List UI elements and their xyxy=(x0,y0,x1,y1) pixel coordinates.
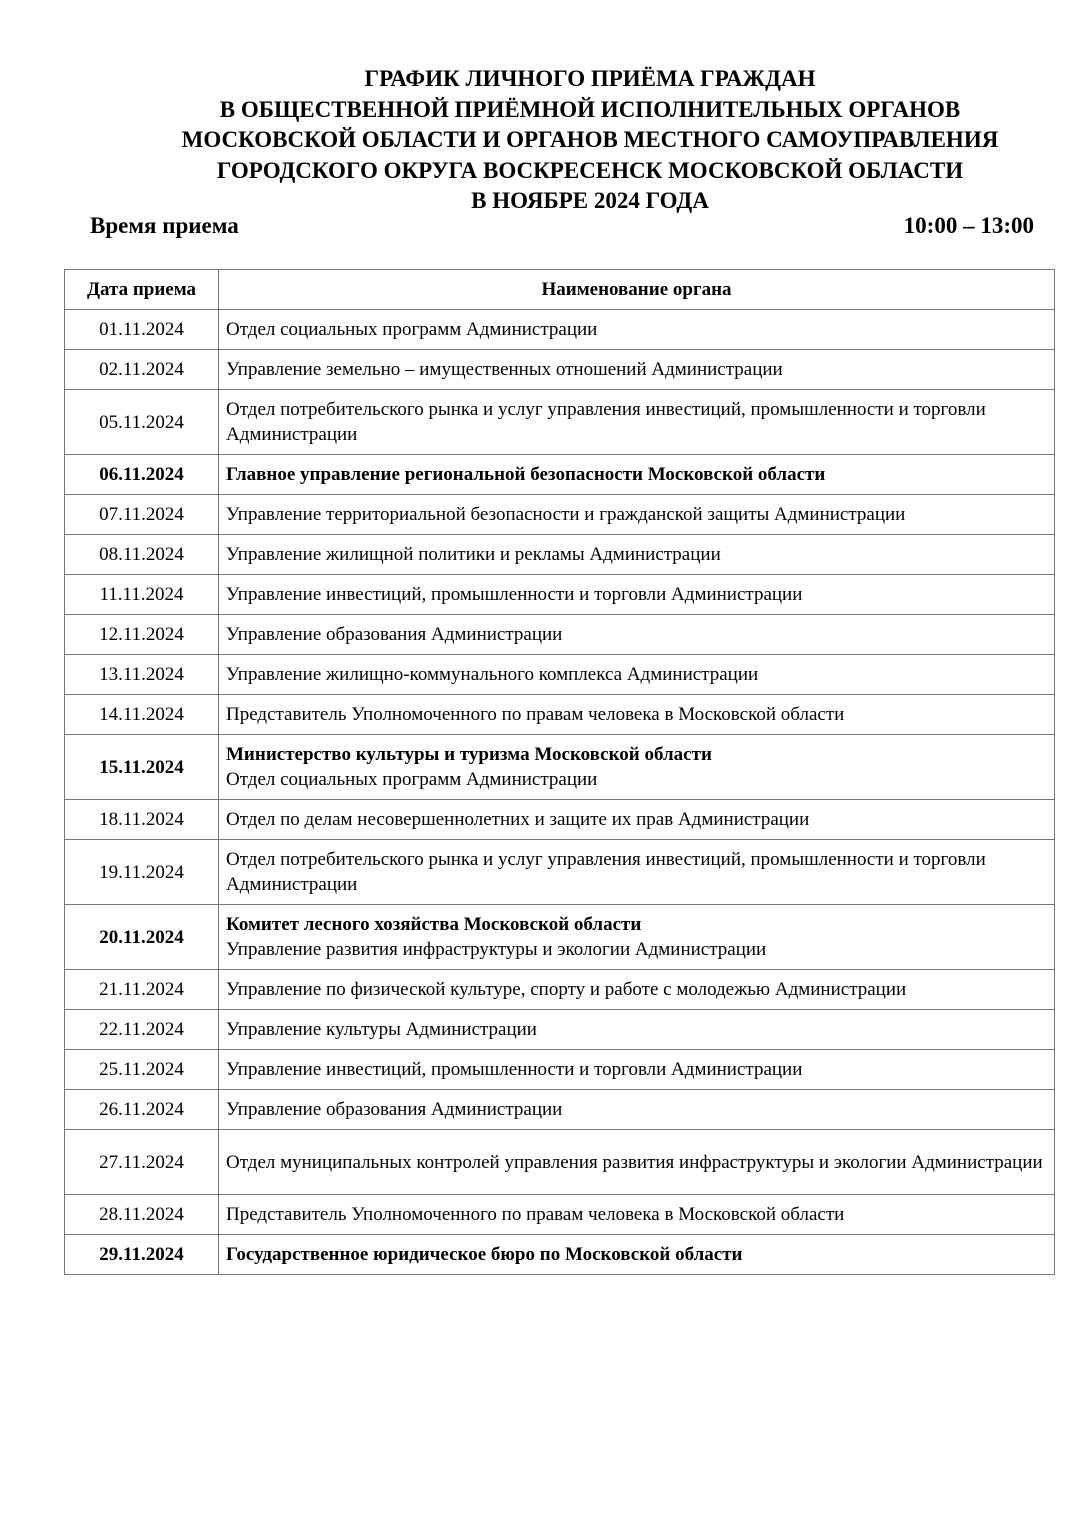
row-date: 28.11.2024 xyxy=(65,1195,219,1235)
row-date: 19.11.2024 xyxy=(65,840,219,905)
table-row xyxy=(65,735,1055,800)
table-header-row xyxy=(65,270,1055,310)
row-date: 06.11.2024 xyxy=(65,455,219,495)
document-title xyxy=(0,64,1080,217)
header-date: Дата приема xyxy=(65,270,219,310)
row-date: 14.11.2024 xyxy=(65,695,219,735)
table-row xyxy=(65,970,1055,1010)
row-organ: Государственное юридическое бюро по Московской области xyxy=(219,1235,1055,1275)
table-row xyxy=(65,655,1055,695)
row-organ: Управление земельно – имущественных отношений Администрации xyxy=(219,350,1055,390)
table-row xyxy=(65,905,1055,970)
row-date: 27.11.2024 xyxy=(65,1130,219,1195)
row-date: 12.11.2024 xyxy=(65,615,219,655)
row-date: 01.11.2024 xyxy=(65,310,219,350)
row-date: 15.11.2024 xyxy=(65,735,219,800)
row-date: 11.11.2024 xyxy=(65,575,219,615)
table-row xyxy=(65,310,1055,350)
row-organ-primary: Комитет лесного хозяйства Московской области xyxy=(226,914,642,935)
table-row xyxy=(65,800,1055,840)
row-date: 05.11.2024 xyxy=(65,390,219,455)
row-date: 02.11.2024 xyxy=(65,350,219,390)
table-row xyxy=(65,695,1055,735)
table-row xyxy=(65,455,1055,495)
table-row xyxy=(65,840,1055,905)
row-organ: Отдел муниципальных контролей управления развития инфраструктуры и экологии Администрации xyxy=(219,1130,1055,1195)
row-date: 25.11.2024 xyxy=(65,1050,219,1090)
row-organ: Управление инвестиций, промышленности и торговли Администрации xyxy=(219,1050,1055,1090)
row-organ: Управление жилищной политики и рекламы Администрации xyxy=(219,535,1055,575)
row-organ: Управление культуры Администрации xyxy=(219,1010,1055,1050)
row-organ: Отдел по делам несовершеннолетних и защите их прав Администрации xyxy=(219,800,1055,840)
row-organ: Отдел социальных программ Администрации xyxy=(219,310,1055,350)
table-row xyxy=(65,535,1055,575)
title-line: МОСКОВСКОЙ ОБЛАСТИ И ОРГАНОВ МЕСТНОГО САМОУПРАВЛЕНИЯ xyxy=(181,127,999,152)
row-date: 07.11.2024 xyxy=(65,495,219,535)
row-organ: Отдел потребительского рынка и услуг управления инвестиций, промышленности и торговли Администрации xyxy=(219,390,1055,455)
row-organ xyxy=(219,905,1055,970)
reception-time-label: Время приема xyxy=(90,213,239,238)
row-organ-primary: Министерство культуры и туризма Московской области xyxy=(226,744,712,765)
row-organ: Управление территориальной безопасности и гражданской защиты Администрации xyxy=(219,495,1055,535)
row-organ: Управление образования Администрации xyxy=(219,615,1055,655)
row-organ: Управление жилищно-коммунального комплекса Администрации xyxy=(219,655,1055,695)
title-line: В НОЯБРЕ 2024 ГОДА xyxy=(471,188,709,213)
row-organ: Отдел потребительского рынка и услуг управления инвестиций, промышленности и торговли Администрации xyxy=(219,840,1055,905)
row-organ xyxy=(219,735,1055,800)
row-organ: Представитель Уполномоченного по правам человека в Московской области xyxy=(219,1195,1055,1235)
table-row xyxy=(65,495,1055,535)
table-row xyxy=(65,390,1055,455)
table-row xyxy=(65,1010,1055,1050)
row-organ-secondary: Управление развития инфраструктуры и экологии Администрации xyxy=(226,939,767,960)
row-date: 29.11.2024 xyxy=(65,1235,219,1275)
table-row xyxy=(65,1050,1055,1090)
schedule-rows xyxy=(65,310,1055,1275)
table-row xyxy=(65,1195,1055,1235)
row-organ-secondary: Отдел социальных программ Администрации xyxy=(226,769,598,790)
row-date: 13.11.2024 xyxy=(65,655,219,695)
table-row xyxy=(65,1235,1055,1275)
row-date: 21.11.2024 xyxy=(65,970,219,1010)
title-line: В ОБЩЕСТВЕННОЙ ПРИЁМНОЙ ИСПОЛНИТЕЛЬНЫХ ОРГАНОВ xyxy=(219,96,961,122)
row-organ: Управление инвестиций, промышленности и торговли Администрации xyxy=(219,575,1055,615)
schedule-table xyxy=(64,269,1055,1275)
row-organ: Представитель Уполномоченного по правам человека в Московской области xyxy=(219,695,1055,735)
title-line: ГРАФИК ЛИЧНОГО ПРИЁМА ГРАЖДАН xyxy=(364,66,816,91)
title-line: ГОРОДСКОГО ОКРУГА ВОСКРЕСЕНСК МОСКОВСКОЙ ОБЛАСТИ xyxy=(216,157,964,183)
row-date: 20.11.2024 xyxy=(65,905,219,970)
reception-time-value: 10:00 – 13:00 xyxy=(903,213,1034,238)
table-row xyxy=(65,1090,1055,1130)
row-organ: Управление образования Администрации xyxy=(219,1090,1055,1130)
table-row xyxy=(65,575,1055,615)
row-date: 08.11.2024 xyxy=(65,535,219,575)
header-organ: Наименование органа xyxy=(219,270,1055,310)
row-date: 18.11.2024 xyxy=(65,800,219,840)
row-organ: Управление по физической культуре, спорту и работе с молодежью Администрации xyxy=(219,970,1055,1010)
table-row xyxy=(65,350,1055,390)
row-date: 22.11.2024 xyxy=(65,1010,219,1050)
row-date: 26.11.2024 xyxy=(65,1090,219,1130)
table-row xyxy=(65,1130,1055,1195)
row-organ: Главное управление региональной безопасности Московской области xyxy=(219,455,1055,495)
table-row xyxy=(65,615,1055,655)
